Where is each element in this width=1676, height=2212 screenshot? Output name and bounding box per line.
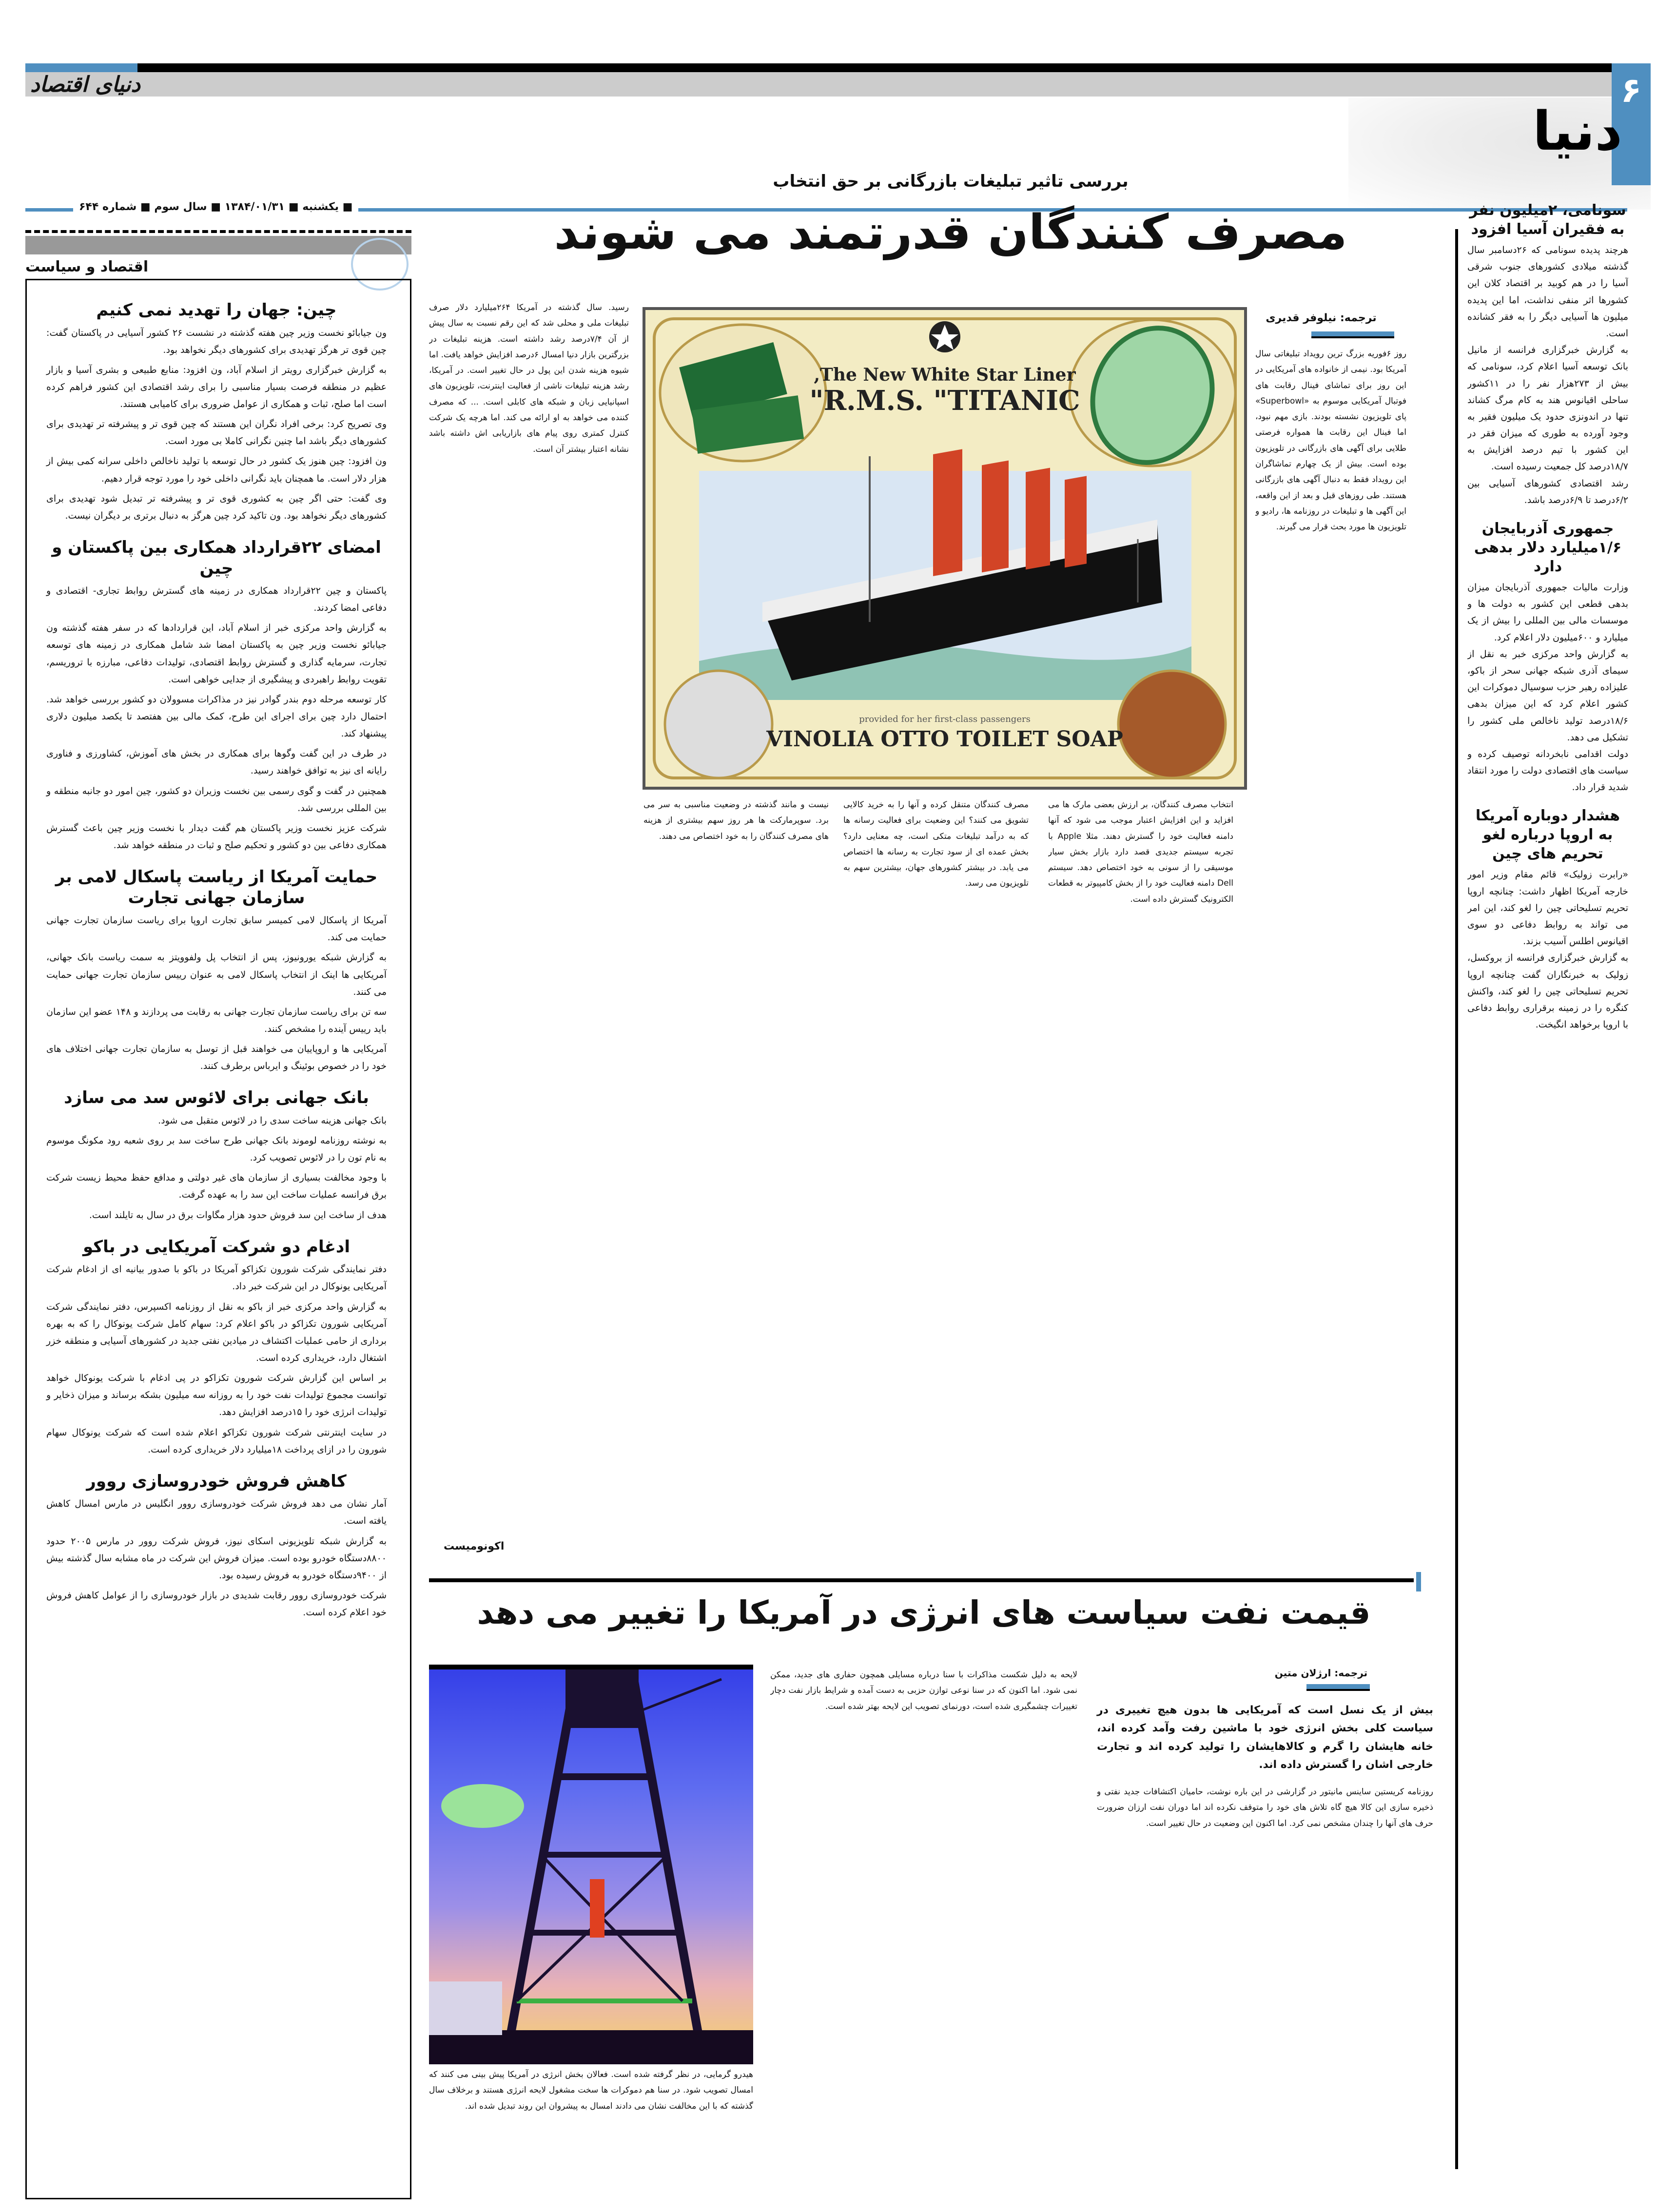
article-column-1: روز ۶فوریه بزرگ ترین رویداد تبلیغاتی سال آمریکا بود. نیمی از خانواده های آمریکایی در این روز برای تماشای فینال رقابت های فوتبال آمریکایی موسوم به «Superbowl» پای تلویزیون نشسته بودند. بازی مهم نبود، اما فینال این رقابت ها همواره فرصتی طلایی برای آگهی های بازرگانی در تلویزیون بوده است. بیش از یک چهارم تماشاگران این رویداد فقط به دنبال آگهی های بازرگانی هستند. طی روزهای قبل و بعد از این واقعه، این آگهی ها و تبلیغات در روزنامه ها، رادیو و تلویزیون ها مورد بحث قرار می گیرند.: [1255, 349, 1406, 532]
paragraph: هرچند پدیده سونامی که ۲۶دسامبر سال گذشته میلادی کشورهای جنوب شرقی آسیا را در هم کوبید بر اقتصاد کلان این کشورها اثر منفی نداشت، اما این پدیده میلیون ها آسیایی دیگر را به فقر کشانده است.: [1467, 245, 1628, 339]
article-column-3: مصرف کنندگان متنقل کرده و آنها را به خرید کالایی تشویق می کنند؟ این وضعیت برای فعالیت رسانه ها که به درآمد تبلیغات متکی است، چه معنایی دارد؟ بخش عمده ای از سود تجارت به رسانه ها اختصاص می یابد. در بیشتر کشورهای جهان، بیشترین سهم به تلویزیون می رسد.: [843, 800, 1029, 889]
paragraph: بر اساس این گزارش شرکت شورون تکزاکو در پی ادغام با شرکت یونوکال خواهد توانست مجموع تولیدات نفت خود را به روزانه سه میلیون بشکه برساند و میزان ذخایر و تولیدات انرژی خود را ۱۵درصد افزایش دهد.: [46, 1373, 387, 1418]
oil-rig-illustration: [429, 1669, 753, 2064]
news-item: [46, 537, 387, 854]
svg-text:VINOLIA OTTO TOILET SOAP: VINOLIA OTTO TOILET SOAP: [766, 727, 1123, 752]
sidebar-dashed-rule: [25, 230, 411, 233]
page-number: ۶: [1612, 63, 1651, 185]
sidebar-section-label: اقتصاد و سیاست: [25, 258, 149, 275]
svg-text:R.M.S. "TITANIC": R.M.S. "TITANIC": [809, 385, 1080, 417]
news-item: [46, 867, 387, 1075]
news-item: [46, 1237, 387, 1458]
article-kicker: بررسی تاثیر تبلیغات بازرگانی بر حق انتخاب: [773, 172, 1129, 191]
paragraph: رشد اقتصادی کشورهای آسیایی بین ۶/۲درصد تا ۶/۹درصد باشد.: [1467, 478, 1628, 505]
paragraph: پاکستان و چین ۲۲قرارداد همکاری در زمینه های گسترش روابط تجاری- اقتصادی و دفاعی امضا کردند.: [46, 585, 387, 614]
article-byline: ترجمه: نیلوفر قدیری: [1266, 312, 1377, 324]
paragraph: آمریکا از پاسکال لامی کمیسر سابق تجارت اروپا برای ریاست سازمان تجارت جهانی حمایت می کند.: [46, 915, 387, 943]
paragraph: وی تصریح کرد: برخی افراد نگران این هستند که چین قوی تر و پیشرفته تر تهدیدی برای کشورهای دیگر باشد اما چنین نگرانی کاملا بی مورد است.: [46, 419, 387, 447]
section-title: دنیا: [1533, 100, 1622, 162]
oil-byline-rule: [1306, 1684, 1370, 1691]
paragraph: ون جیابائو نخست وزیر چین هفته گذشته در نشست ۲۶ کشور آسیایی در پاکستان گفت: چین قوی تر هرگز تهدیدی برای کشورهای دیگر نخواهد بود.: [46, 327, 387, 355]
paragraph: «رابرت زولیک» قائم مقام وزیر امور خارجه آمریکا اظهار داشت: چنانچه اروپا تحریم تسلیحاتی چین را لغو کند، این امر می تواند به روابط دفاعی دو سوی اقیانوس اطلس آسیب بزند.: [1467, 869, 1628, 947]
paragraph: به گزارش واحد مرکزی خبر به نقل از سیمای آذری شبکه جهانی سحر از باکو، علیزاده رهبر حزب سوسیال دموکرات این کشور اعلام کرد که این میزان بدهی ۱۸/۶درصد تولید ناخالص ملی کشور را تشکیل می دهد.: [1467, 648, 1628, 743]
news-item: [1467, 519, 1628, 796]
paragraph: به گزارش خبرگزاری فرانسه از مانیل بانک توسعه آسیا اعلام کرد، سونامی که بیش از ۲۷۳هزار نفر را در ۱۱کشور ساحلی اقیانوس هند به کام مرگ کشاند تنها در اندونزی حدود یک میلیون فقیر به وجود آورده به طوری که میزان فقر در این کشور با تیم درصد افزایش به ۱۸/۷درصد کل جمعیت رسیده است.: [1467, 345, 1628, 472]
paragraph: بانک جهانی هزینه ساخت سدی را در لائوس متقبل می شود.: [158, 1115, 387, 1126]
oil-rig-photo: [429, 1665, 753, 2064]
masthead-logo: دنیای اقتصاد: [30, 72, 140, 97]
paragraph: با وجود مخالفت بسیاری از سازمان های غیر دولتی و مدافع حفظ محیط زیست شرکت برق فرانسه عملیات ساخت این سد را به عهده گرفت.: [46, 1172, 387, 1201]
paragraph: هدف از ساخت این سد فروش حدود هزار مگاوات برق در سال به تایلند است.: [89, 1209, 387, 1221]
svg-text:The New White Star Liner,: The New White Star Liner,: [814, 365, 1076, 385]
paragraph: همچنین در گفت و گوی رسمی بین نخست وزیران دو کشور، چین امور دو جانبه منطقه و بین المللی بررسی شد.: [46, 785, 387, 814]
news-item: [46, 300, 387, 524]
news-headline[interactable]: هشدار دوباره آمریکا به اروپا درباره لغو تحریم های چین: [1475, 807, 1620, 863]
news-headline[interactable]: ادغام دو شرکت آمریکایی در باکو: [82, 1237, 351, 1257]
news-headline[interactable]: حمایت آمریکا از ریاست پاسکال لامی بر سازمان جهانی تجارت: [55, 867, 378, 908]
section-blue-marker: [1416, 1572, 1421, 1591]
paragraph: به گزارش شبکه تلویزیونی اسکای نیوز، فروش شرکت روور در مارس ۲۰۰۵ حدود ۸۸۰۰دستگاه خودرو بوده است. میزان فروش این شرکت در ماه مشابه سال گذشته بیش از ۹۴۰۰دستگاه خودرو به فروش رسیده بود.: [46, 1535, 387, 1581]
paragraph: دولت اقدامی نابخردانه توصیف کرده و سیاست های اقتصادی دولت را مورد انتقاد شدید قرار داد.: [1467, 748, 1628, 793]
byline-rule: [1311, 331, 1394, 338]
paragraph: آمار نشان می دهد فروش شرکت خودروسازی روور انگلیس در مارس امسال کاهش یافته است.: [46, 1498, 387, 1527]
oil-article-headline[interactable]: قیمت نفت سیاست های انرژی در آمریکا را تغییر می دهد: [477, 1594, 1371, 1631]
svg-text:provided for her first-class p: provided for her first-class passengers: [859, 714, 1031, 724]
titanic-illustration: [645, 310, 1244, 787]
paragraph: به گزارش واحد مرکزی خبر از اسلام آباد، این قراردادها که در سفر هفته گذشته ون جیابائو نخست وزیر چین به پاکستان امضا شد شامل همکاری در زمینه های توسعه تجارت، سرمایه گذاری و گسترش روابط اقتصادی، تولیدات دفاعی، مبارزه با تروریسم، تقویت روابط راهبردی و پیشگیری از جدایی خواهی است.: [46, 622, 387, 685]
header-blue-accent: [25, 63, 137, 72]
article-column-5: رسید. سال گذشته در آمریکا ۲۶۴میلیارد دلار صرف تبلیغات ملی و محلی شد که این رقم نسبت به سال پیش از آن ۷/۴درصد رشد داشته است. هزینه تبلیغات در بزرگترین بازار دنیا امسال ۶درصد افزایش خواهد یافت. اما شیوه هزینه شدن این پول در حال تغییر است. در آمریکا، رشد هزینه تبلیغات ناشی از فعالیت اینترنت، تلویزیون های اسپانیایی زبان و شبکه های کابلی است. ... که مصرف کننده می خواهد به او ارائه می کند. اما هرچه یک شرکت کنترل کمتری روی پیام های بازاریابی اش داشته باشد نشانه اعتبار بیشتر آن است.: [429, 303, 629, 454]
paragraph: کار توسعه مرحله دوم بندر گوادر نیز در مذاکرات مسوولان دو کشور بررسی خواهد شد. احتمال دارد چین برای اجرای این طرح، کمک مالی بین هفتصد تا یکصد میلیون دلاری پیشنهاد کند.: [46, 694, 387, 739]
news-item: [1467, 201, 1628, 508]
paragraph: شرکت خودروسازی روور رقابت شدیدی در بازار خودروسازی را از عوامل کاهش فروش خود اعلام کرده است.: [46, 1590, 387, 1618]
oil-article-column-3: هیدرو گرمایی، در نظر گرفته شده است. فعالان بخش انرژی در آمریکا پیش بینی می کنند که امسال تصویب شود. در سنا هم دموکرات ها سخت مشغول لایحه انرژی هستند و برخلاف سال گذشته که با این مخالفت نشان می دادند امسال به پیشروان این روند تبدیل شده اند.: [429, 2070, 753, 2111]
titanic-soap-ad-image: [643, 307, 1247, 790]
paragraph: ون افزود: چین هنوز یک کشور در حال توسعه با تولید ناخالص داخلی سرانه کمی بیش از هزار دلار است. ما همچنان باید نگرانی داخلی خود را مورد توجه قرار دهیم.: [46, 456, 387, 484]
news-item: [46, 1471, 387, 1621]
right-news-column: [1467, 190, 1628, 2189]
oil-article-lead: بیش از یک نسل است که آمریکایی ها بدون هیچ تغییری در سیاست کلی بخش انرژی خود با ماشین رفت وآمد کرده اند، خانه هایشان را گرم و کالاهایشان را تولید کرده اند و تجارت خارجی اشان را گسترش داده اند.: [1097, 1704, 1433, 1771]
news-headline[interactable]: بانک جهانی برای لائوس سد می سازد: [64, 1088, 369, 1108]
oil-article-column-1: روزنامه کریستین ساینس مانیتور در گزارشی در این باره نوشت، حامیان اکتشافات جدید نفتی و ذخیره سازی این کالا هیچ گاه تلاش های خود را متوقف نکرده اند اما دوران نفت ارزان ضرورت حرف های آنها را چندان مشخص نمی کرد. اما اکنون این وضعیت در حال تغییر است.: [1097, 1787, 1433, 1828]
header-gray-band: [25, 72, 1624, 97]
news-headline[interactable]: سونامی، ۲میلیون نفر به فقیران آسیا افزود: [1469, 202, 1626, 238]
paragraph: در سایت اینترنتی شرکت شورون تکزاکو اعلام شده است که شرکت یونوکال سهام شورون را در ازای پرداخت ۱۸میلیارد دلار خریداری کرده است.: [46, 1427, 387, 1455]
paragraph: به نوشته روزنامه لوموند بانک جهانی طرح ساخت سد بر روی شعبه رود مکونگ موسوم به نام تون را در لائوس تصویب کرد.: [46, 1135, 387, 1164]
paragraph: به گزارش خبرگزاری فرانسه از بروکسل، زولیک به خبرنگاران گفت چنانچه اروپا تحریم تسلیحاتی چین را لغو کند، واکنش کنگره را در زمینه برقراری روابط دفاعی با اروپا برخواهد انگیخت.: [1467, 952, 1628, 1030]
section-divider: [429, 1578, 1414, 1582]
news-item: [1467, 806, 1628, 1033]
paragraph: به گزارش واحد مرکزی خبر از باکو به نقل از روزنامه اکسپرس، دفتر نمایندگی شرکت آمریکایی شورون تکزاکو در باکو اعلام کرد: سهام کامل شرکت یونوکال را که به بهره برداری از حامی عملیات اکتشاف در میادین نفتی جدید در کشورهای آسیایی و منطقه خزر اشتغال دارد، خریداری کرده است.: [46, 1301, 387, 1363]
news-headline[interactable]: کاهش فروش خودروسازی روور: [86, 1471, 347, 1491]
oil-article-byline: ترجمه: ارژلان متین: [1274, 1667, 1368, 1679]
paragraph: به گزارش شبکه یورونیوز، پس از انتخاب پل ولفوویتز به سمت ریاست بانک جهانی، آمریکایی ها اینک از انتخاب پاسکال لامی به عنوان رییس سازمان تجارت جهانی حمایت می کنند.: [46, 952, 387, 997]
paragraph: به گزارش خبرگزاری رویتر از اسلام آباد، ون افزود: منابع طبیعی و بشری آسیا و بازار عظیم در منطقه فرصت بسیار مناسبی را برای رشد اقتصادی این کشور فراهم کرده است اما صلح، ثبات و همکاری از عوامل ضروری برای کامیابی هستند.: [46, 364, 387, 410]
paragraph: وی گفت: حتی اگر چین به کشوری قوی تر و پیشرفته تر تبدیل شود تهدیدی برای کشورهای دیگر نخواهد بود. ون تاکید کرد چین هرگز به دنبال برتری بر دیگران نیست.: [46, 493, 387, 521]
sidebar-news-box: [25, 279, 411, 2199]
paragraph: سه تن برای ریاست سازمان تجارت جهانی به رقابت می پردازند و ۱۴۸ عضو این سازمان باید رییس آینده را مشخص کنند.: [46, 1006, 387, 1034]
header-black-bar: [25, 63, 1624, 72]
oil-article-column-2: لایحه به دلیل شکست مذاکرات با سنا درباره مسایلی همچون حفاری های جدید، ممکن نمی شود. اما اکنون که در سنا نوعی توازن حزبی به دست آمده و شرایط بازار نفت دچار تغییرات چشمگیری شده است، دورنمای تصویب این لایحه بهتر شده است.: [770, 1670, 1077, 1711]
article-column-2: انتخاب مصرف کنندگان، بر ارزش بعضی مارک ها می افزاید و این افزایش اعتبار موجب می شود که آنها دامنه فعالیت خود را گسترش دهند. مثلا Apple با تجربه سیستم جدیدی قصد دارد بازار بخش سیار موسیقی را از سونی به خود اختصاص دهد. سیستم Dell دامنه فعالیت خود را از بخش کامپیوتر به قطعات الکترونیک گسترش داده است.: [1048, 800, 1233, 904]
article-column-4: نیست و مانند گذشته در وضعیت مناسبی به سر می برد. سوپرمارکت ها هر روز سهم بیشتری از هزینه های مصرف کنندگان را به خود اختصاص می دهند.: [643, 800, 829, 841]
sidebar-gray-band: [25, 236, 411, 254]
paragraph: وزارت مالیات جمهوری آذربایجان میزان بدهی قطعی این کشور به دولت ها و موسسات مالی بین المللی را بیش از یک میلیارد و ۶۰۰میلیون دلار اعلام کرد.: [1467, 582, 1628, 643]
news-headline[interactable]: چین: جهان را تهدید نمی کنیم: [96, 300, 337, 320]
paragraph: دفتر نمایندگی شرکت شورون تکزاکو آمریکا در باکو با صدور بیانیه ای از ادغام شرکت آمریکایی یونوکال در این شرکت خبر داد.: [46, 1264, 387, 1292]
news-headline[interactable]: جمهوری آذربایجان ۱/۶میلیارد دلار بدهی دارد: [1474, 520, 1622, 575]
article-headline[interactable]: مصرف کنندگان قدرتمند می شوند: [554, 205, 1347, 260]
article-source: اکونومیست: [444, 1540, 505, 1552]
right-column-rule: [1455, 229, 1458, 2169]
news-item: [46, 1087, 387, 1223]
paragraph: شرکت عزیز نخست وزیر پاکستان هم گفت دیدار با نخست وزیر چین باعث گسترش همکاری دفاعی بین دو کشور و تحکیم صلح و ثبات در منطقه خواهد شد.: [46, 822, 387, 851]
paragraph: آمریکایی ها و اروپاییان می خواهند قبل از توسل به سازمان تجارت جهانی اختلاف های خود را در خصوص بوئینگ و ایرباس برطرف کنند.: [46, 1044, 387, 1072]
dateline: ■ یکشنبه ■ ۱۳۸۴/۰۱/۳۱ ■ سال سوم ■ شماره ۶۴۴: [73, 201, 358, 213]
news-headline[interactable]: امضای ۲۲قرارداد همکاری بین پاکستان و چین: [52, 538, 381, 578]
paragraph: در طرف در این گفت وگوها برای همکاری در بخش های آموزش، کشاورزی و فناوری رایانه ای نیز به توافق خواهند رسید.: [46, 748, 387, 776]
